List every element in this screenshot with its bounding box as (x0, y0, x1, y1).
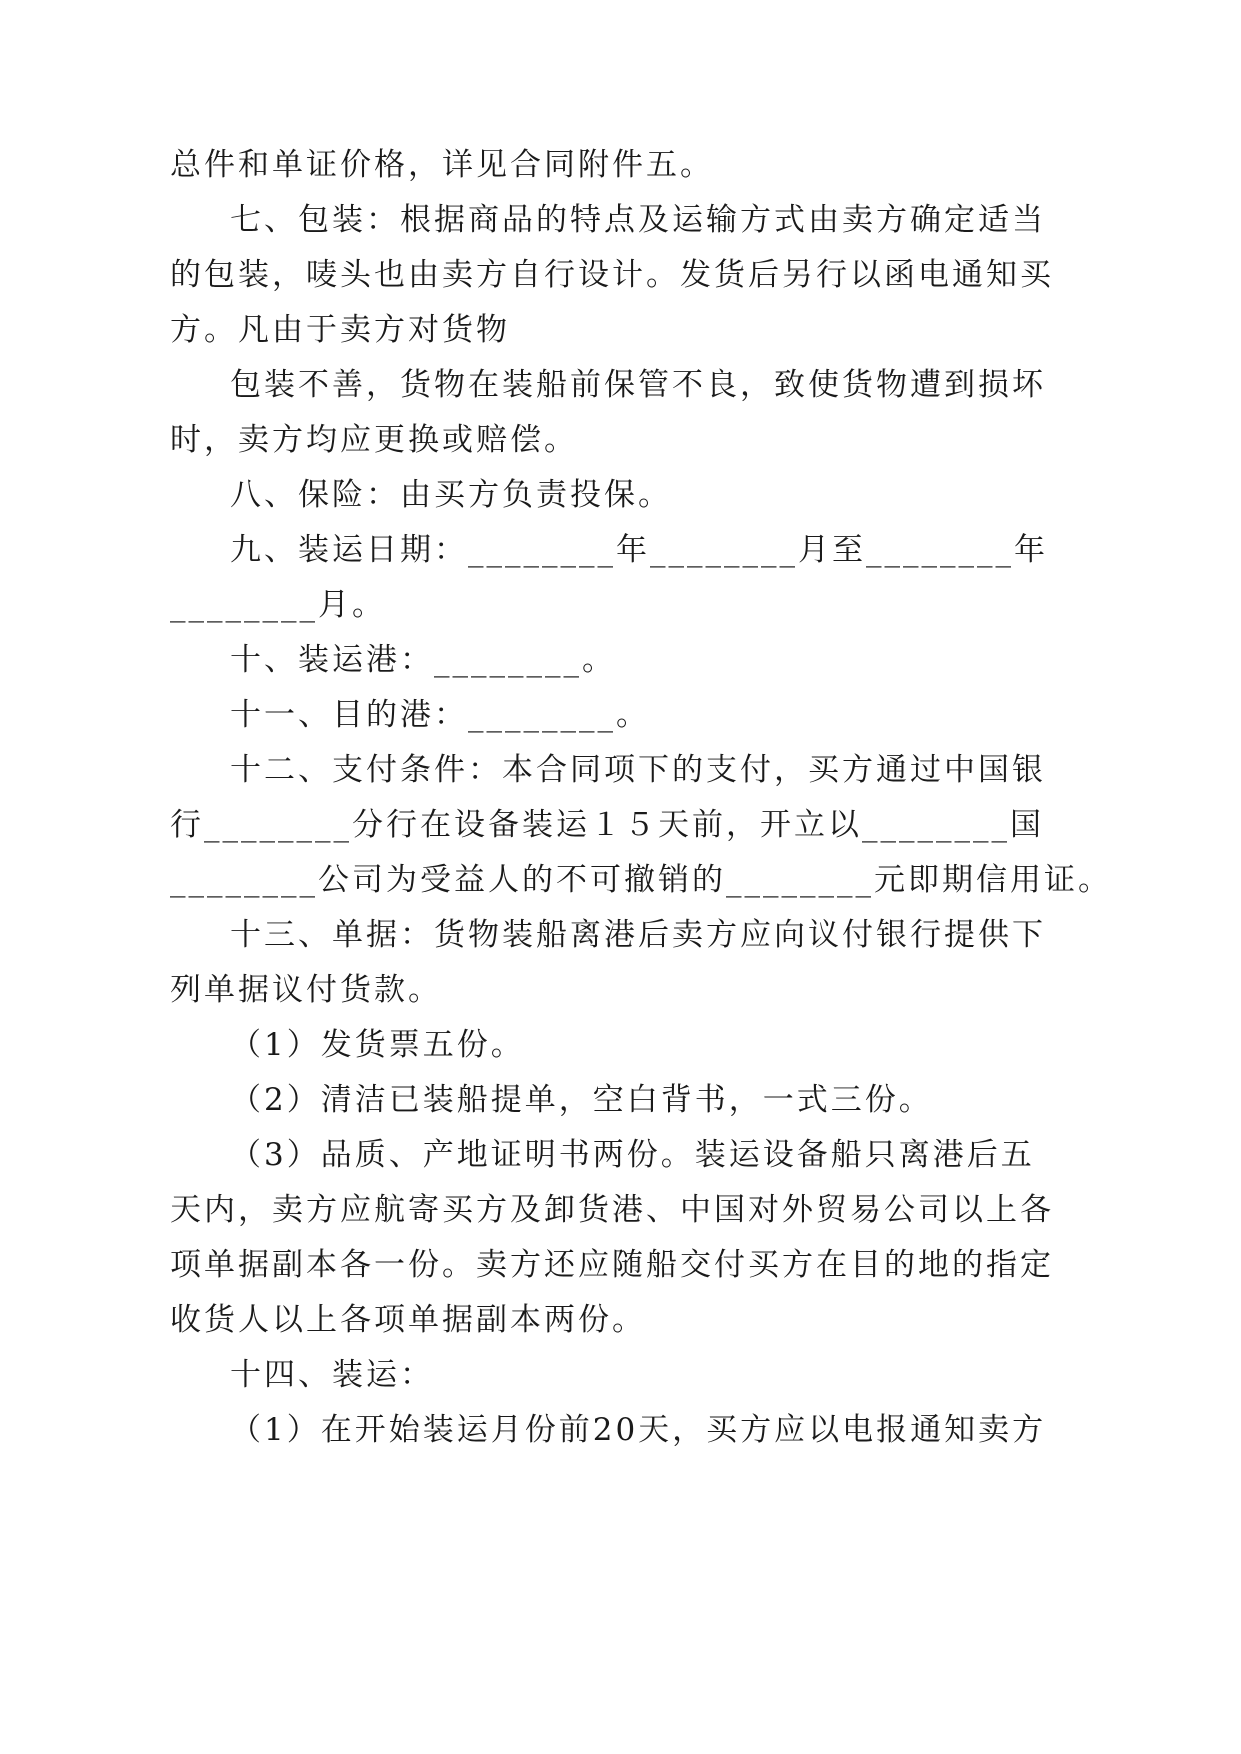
paragraph-line: 八、保险：由买方负责投保。 (230, 477, 672, 513)
paragraph-line: 十四、装运： (230, 1357, 434, 1393)
paragraph-line: 时，卖方均应更换或赔偿。 (170, 422, 578, 458)
paragraph-line: 十二、支付条件：本合同项下的支付，买方通过中国银 (230, 752, 1046, 788)
paragraph-line: （1）发货票五份。 (230, 1027, 525, 1063)
paragraph-line: 项单据副本各一份。卖方还应随船交付买方在目的地的指定 (170, 1247, 1054, 1283)
paragraph-line: 七、包装：根据商品的特点及运输方式由卖方确定适当 (230, 202, 1046, 238)
paragraph-line: 方。凡由于卖方对货物 (170, 312, 510, 348)
paragraph-line: 包装不善，货物在装船前保管不良，致使货物遭到损坏 (230, 367, 1046, 403)
paragraph-line: （2）清洁已装船提单，空白背书，一式三份。 (230, 1082, 933, 1118)
paragraph-line: 列单据议付货款。 (170, 972, 442, 1008)
paragraph-line: 的包装，唛头也由卖方自行设计。发货后另行以函电通知买 (170, 257, 1054, 293)
paragraph-line: ________公司为受益人的不可撤销的________元即期信用证。 (170, 862, 1112, 898)
paragraph-line: 行________分行在设备装运１５天前，开立以________国 (170, 807, 1044, 843)
paragraph-line: 十、装运港：________。 (230, 642, 616, 678)
paragraph-line: 总件和单证价格，详见合同附件五。 (170, 147, 714, 183)
paragraph-line: 收货人以上各项单据副本两份。 (170, 1302, 646, 1338)
paragraph-line: （1）在开始装运月份前20天，买方应以电报通知卖方 (230, 1412, 1047, 1448)
paragraph-line: 十三、单据：货物装船离港后卖方应向议付银行提供下 (230, 917, 1046, 953)
paragraph-line: 十一、目的港：________。 (230, 697, 650, 733)
paragraph-line: 天内，卖方应航寄买方及卸货港、中国对外贸易公司以上各 (170, 1192, 1054, 1228)
paragraph-line: ________月。 (170, 587, 386, 623)
paragraph-line: 九、装运日期：________年________月至________年 (230, 532, 1048, 568)
paragraph-line: （3）品质、产地证明书两份。装运设备船只离港后五 (230, 1137, 1035, 1173)
